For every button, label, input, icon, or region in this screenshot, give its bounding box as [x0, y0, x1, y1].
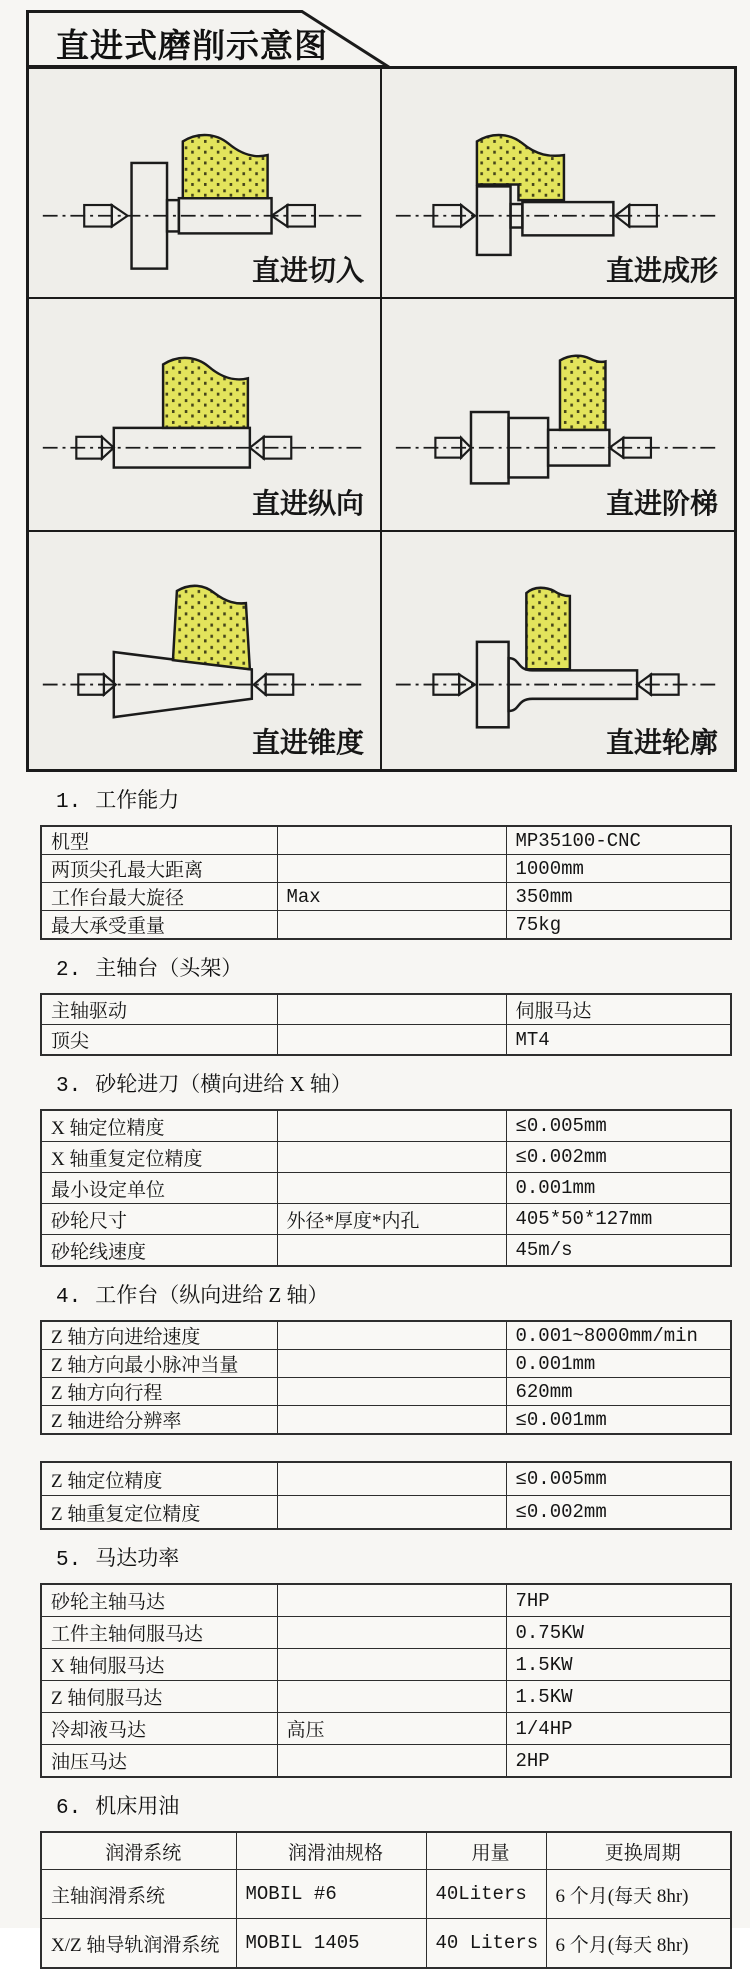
title-tab — [26, 10, 737, 68]
table-cell: 45m/s — [506, 1235, 731, 1267]
table-cell — [277, 911, 506, 940]
table-cell — [277, 1025, 506, 1056]
table-cell: 405*50*127mm — [506, 1204, 731, 1235]
table-cell: X 轴定位精度 — [41, 1110, 277, 1142]
spec-table-z-axis-accuracy — [40, 1461, 732, 1530]
table-cell — [277, 1462, 506, 1496]
grinding-wheel — [560, 356, 605, 430]
table-cell — [277, 1110, 506, 1142]
table-cell: MOBIL 1405 — [236, 1919, 426, 1969]
section-heading-headstock — [56, 954, 730, 985]
table-cell: Z 轴进给分辨率 — [41, 1406, 277, 1435]
page-title: 直进式磨削示意图 — [56, 27, 328, 64]
table-row — [41, 1870, 731, 1919]
table-cell: 0.75KW — [506, 1617, 731, 1649]
table-cell: MOBIL #6 — [236, 1870, 426, 1919]
table-cell: 6 个月(每天 8hr) — [546, 1870, 731, 1919]
table-cell: Max — [277, 883, 506, 911]
table-cell: Z 轴方向行程 — [41, 1378, 277, 1406]
grinding-wheel — [173, 586, 250, 670]
diagram-label: 直进纵向 — [251, 488, 364, 519]
table-cell: 油压马达 — [41, 1745, 277, 1778]
table-cell: 外径*厚度*内孔 — [277, 1204, 506, 1235]
spec-table-x-axis — [40, 1109, 732, 1267]
table-row — [41, 1462, 731, 1496]
table-cell: 2HP — [506, 1745, 731, 1778]
section-title: 砂轮进刀（横向进给 X 轴） — [95, 1072, 352, 1096]
column-header: 润滑系统 — [41, 1832, 236, 1870]
table-cell: Z 轴方向进给速度 — [41, 1321, 277, 1350]
grinding-wheel — [183, 135, 268, 198]
section-heading-machine-oil — [56, 1792, 730, 1823]
table-header-row — [41, 1832, 731, 1870]
table-cell — [277, 1350, 506, 1378]
table-cell: 7HP — [506, 1584, 731, 1617]
grinding-wheel — [526, 588, 570, 670]
table-cell: 机型 — [41, 826, 277, 855]
table-cell: 1.5KW — [506, 1681, 731, 1713]
diagram-cell-taper — [29, 532, 382, 769]
table-cell: 两顶尖孔最大距离 — [41, 855, 277, 883]
table-row — [41, 1745, 731, 1778]
spec-table-z-axis — [40, 1320, 732, 1435]
table-cell: Z 轴伺服马达 — [41, 1681, 277, 1713]
column-header: 用量 — [426, 1832, 546, 1870]
diagram-label: 直进阶梯 — [605, 488, 718, 519]
table-cell: 1/4HP — [506, 1713, 731, 1745]
section-heading-x-axis — [56, 1070, 730, 1101]
table-cell: Z 轴定位精度 — [41, 1462, 277, 1496]
table-row — [41, 1617, 731, 1649]
table-cell: 0.001mm — [506, 1173, 731, 1204]
table-cell: 75kg — [506, 911, 731, 940]
diagram-cell-longitudinal — [29, 299, 382, 532]
column-header: 更换周期 — [546, 1832, 731, 1870]
section-number: 6. — [56, 1797, 82, 1820]
table-row — [41, 1110, 731, 1142]
table-row — [41, 1142, 731, 1173]
table-cell: 350mm — [506, 883, 731, 911]
table-cell — [277, 1142, 506, 1173]
section-title: 工作能力 — [95, 788, 180, 812]
table-cell — [277, 1649, 506, 1681]
table-cell: ≤0.001mm — [506, 1406, 731, 1435]
table-row — [41, 855, 731, 883]
diagram-cell-form-grinding — [382, 69, 734, 299]
table-cell: 砂轮尺寸 — [41, 1204, 277, 1235]
table-cell: 最大承受重量 — [41, 911, 277, 940]
table-row — [41, 994, 731, 1025]
diagram-label: 直进轮廓 — [605, 727, 718, 758]
table-cell: MP35100-CNC — [506, 826, 731, 855]
table-cell: X 轴重复定位精度 — [41, 1142, 277, 1173]
table-cell: 砂轮主轴马达 — [41, 1584, 277, 1617]
diagram-cell-stepped — [382, 299, 734, 532]
spec-table-machine-oil — [40, 1831, 732, 1969]
table-cell — [277, 1406, 506, 1435]
table-row — [41, 1321, 731, 1350]
spec-sections — [40, 772, 730, 1969]
section-heading-motor-power — [56, 1544, 730, 1575]
table-row — [41, 1025, 731, 1056]
section-title: 马达功率 — [95, 1546, 180, 1570]
table-row — [41, 1584, 731, 1617]
table-cell — [277, 1173, 506, 1204]
section-number: 3. — [56, 1075, 82, 1098]
spec-table-motor-power — [40, 1583, 732, 1778]
spacer — [40, 1435, 730, 1461]
table-cell: 1000mm — [506, 855, 731, 883]
table-cell: ≤0.005mm — [506, 1110, 731, 1142]
table-row — [41, 1919, 731, 1969]
table-cell — [277, 1321, 506, 1350]
table-row — [41, 1235, 731, 1267]
section-number: 1. — [56, 791, 82, 814]
table-cell: 最小设定单位 — [41, 1173, 277, 1204]
table-cell: Z 轴方向最小脉冲当量 — [41, 1350, 277, 1378]
table-cell — [277, 994, 506, 1025]
table-row — [41, 1713, 731, 1745]
diagram-label: 直进切入 — [251, 255, 364, 286]
table-cell: ≤0.005mm — [506, 1462, 731, 1496]
column-header: 润滑油规格 — [236, 1832, 426, 1870]
table-cell — [277, 826, 506, 855]
spec-table-headstock — [40, 993, 732, 1056]
table-row — [41, 1350, 731, 1378]
section-number: 2. — [56, 959, 82, 982]
table-cell: 伺服马达 — [506, 994, 731, 1025]
table-cell: ≤0.002mm — [506, 1496, 731, 1530]
table-cell: 40 Liters — [426, 1919, 546, 1969]
table-cell — [277, 855, 506, 883]
section-title: 主轴台（头架） — [95, 956, 243, 980]
table-cell: X/Z 轴导轨润滑系统 — [41, 1919, 236, 1969]
table-row — [41, 1173, 731, 1204]
section-heading-working-capacity — [56, 786, 730, 817]
table-cell: Z 轴重复定位精度 — [41, 1496, 277, 1530]
table-cell — [277, 1584, 506, 1617]
section-number: 4. — [56, 1286, 82, 1309]
diagram-cell-contour — [382, 532, 734, 769]
section-title: 工作台（纵向进给 Z 轴） — [95, 1283, 329, 1307]
diagram-grid — [26, 66, 737, 772]
table-cell: 主轴润滑系统 — [41, 1870, 236, 1919]
table-cell: X 轴伺服马达 — [41, 1649, 277, 1681]
table-cell: ≤0.002mm — [506, 1142, 731, 1173]
table-cell — [277, 1745, 506, 1778]
section-number: 5. — [56, 1549, 82, 1572]
table-row — [41, 1406, 731, 1435]
table-cell: 砂轮线速度 — [41, 1235, 277, 1267]
table-row — [41, 826, 731, 855]
grinding-wheel — [163, 358, 248, 428]
table-cell — [277, 1681, 506, 1713]
table-cell: 0.001mm — [506, 1350, 731, 1378]
table-cell: MT4 — [506, 1025, 731, 1056]
table-cell — [277, 1235, 506, 1267]
table-cell: 6 个月(每天 8hr) — [546, 1919, 731, 1969]
table-cell: 620mm — [506, 1378, 731, 1406]
table-cell: 1.5KW — [506, 1649, 731, 1681]
table-row — [41, 1204, 731, 1235]
grinding-wheel — [477, 135, 564, 200]
table-cell — [277, 1617, 506, 1649]
diagram-label: 直进锥度 — [251, 727, 364, 758]
table-row — [41, 911, 731, 940]
table-row — [41, 1496, 731, 1530]
table-cell: 40Liters — [426, 1870, 546, 1919]
spec-table-working-capacity — [40, 825, 732, 940]
table-row — [41, 1681, 731, 1713]
table-cell: 高压 — [277, 1713, 506, 1745]
table-row — [41, 1378, 731, 1406]
table-cell: 工件主轴伺服马达 — [41, 1617, 277, 1649]
table-cell: 顶尖 — [41, 1025, 277, 1056]
table-cell: 主轴驱动 — [41, 994, 277, 1025]
table-cell: 冷却液马达 — [41, 1713, 277, 1745]
table-cell: 工作台最大旋径 — [41, 883, 277, 911]
table-cell: 0.001~8000mm/min — [506, 1321, 731, 1350]
diagram-label: 直进成形 — [605, 255, 718, 286]
table-cell — [277, 1496, 506, 1530]
table-row — [41, 1649, 731, 1681]
table-cell — [277, 1378, 506, 1406]
diagram-cell-plunge-cut — [29, 69, 382, 299]
table-row — [41, 883, 731, 911]
section-heading-z-axis — [56, 1281, 730, 1312]
section-title: 机床用油 — [95, 1794, 180, 1818]
